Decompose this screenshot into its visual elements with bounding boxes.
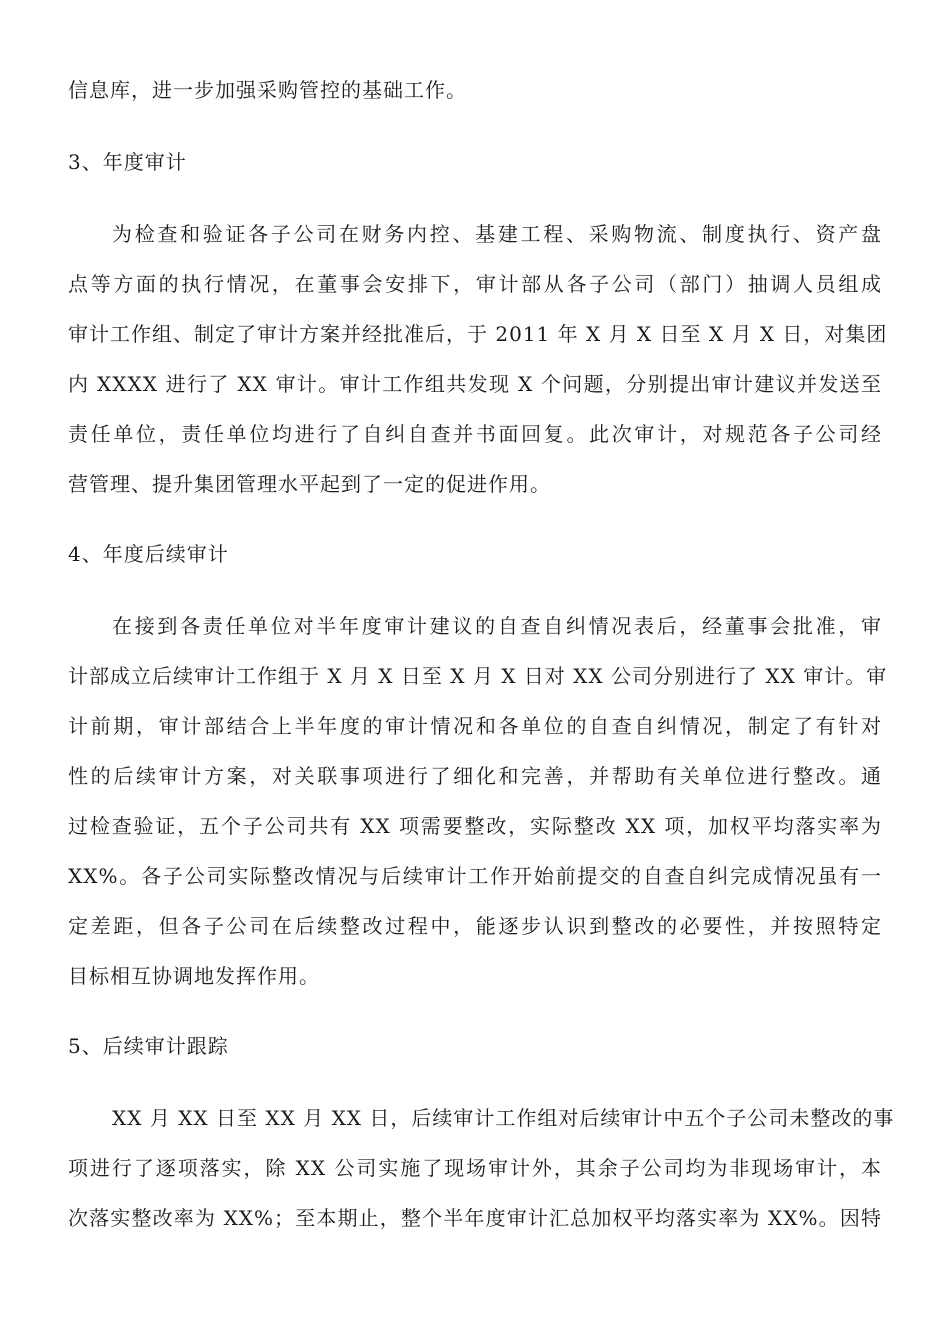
paragraph-line: 信息库，进一步加强采购管控的基础工作。 [68,78,467,102]
paragraph-line: XX%。各子公司实际整改情况与后续审计工作开始前提交的自查自纠完成情况虽有一 [68,864,882,888]
paragraph-line: 为检查和验证各子公司在财务内控、基建工程、采购物流、制度执行、资产盘 [112,222,882,246]
section-heading-5: 5、后续审计跟踪 [68,1034,229,1058]
paragraph-line: 营管理、提升集团管理水平起到了一定的促进作用。 [68,472,551,496]
paragraph-line: XX 月 XX 日至 XX 月 XX 日，后续审计工作组对后续审计中五个子公司未整改的事 [112,1106,895,1130]
paragraph-line: 在接到各责任单位对半年度审计建议的自查自纠情况表后，经董事会批准，审 [112,614,882,638]
paragraph-line: 过检查验证，五个子公司共有 XX 项需要整改，实际整改 XX 项，加权平均落实率为 [68,814,882,838]
paragraph-line: 目标相互协调地发挥作用。 [68,964,320,988]
section-heading-3: 3、年度审计 [68,150,187,174]
paragraph-line: 项进行了逐项落实，除 XX 公司实施了现场审计外，其余子公司均为非现场审计，本 [68,1156,882,1180]
paragraph-line: 计部成立后续审计工作组于 X 月 X 日至 X 月 X 日对 XX 公司分别进行了 XX 审计。审 [68,664,888,688]
paragraph-line: 性的后续审计方案，对关联事项进行了细化和完善，并帮助有关单位进行整改。通 [68,764,882,788]
paragraph-line: 责任单位，责任单位均进行了自纠自查并书面回复。此次审计，对规范各子公司经 [68,422,882,446]
section-heading-4: 4、年度后续审计 [68,542,229,566]
paragraph-line: 次落实整改率为 XX%；至本期止，整个半年度审计汇总加权平均落实率为 XX%。因特 [68,1206,882,1230]
paragraph-line: 审计工作组、制定了审计方案并经批准后，于 2011 年 X 月 X 日至 X 月 X 日，对集团 [68,322,888,346]
paragraph-line: 内 XXXX 进行了 XX 审计。审计工作组共发现 X 个问题，分别提出审计建议并发送至 [68,372,882,396]
paragraph-line: 点等方面的执行情况，在董事会安排下，审计部从各子公司（部门）抽调人员组成 [68,272,882,296]
paragraph-line: 计前期，审计部结合上半年度的审计情况和各单位的自查自纠情况，制定了有针对 [68,714,882,738]
paragraph-line: 定差距，但各子公司在后续整改过程中，能逐步认识到整改的必要性，并按照特定 [68,914,882,938]
